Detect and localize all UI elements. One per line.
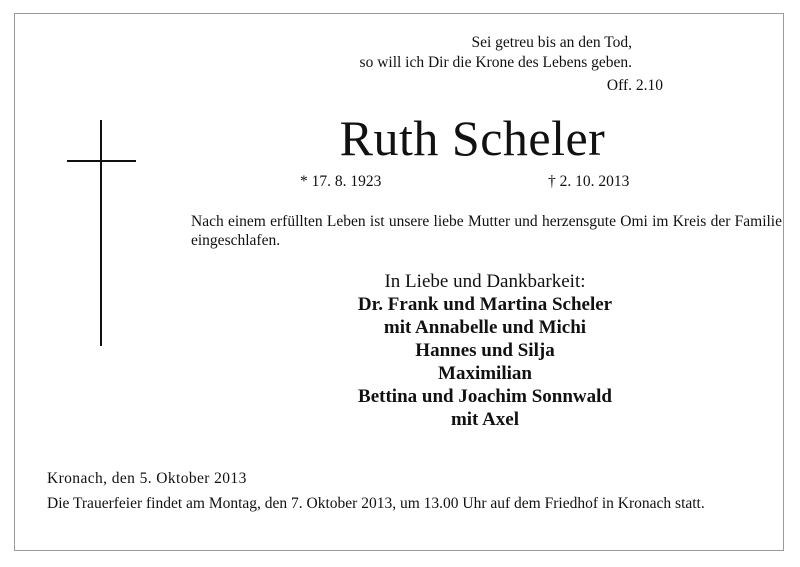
cross-vertical-bar: [100, 120, 102, 346]
mourners-block: [300, 270, 670, 431]
verse-line-2: so will ich Dir die Krone des Lebens geben.: [359, 54, 632, 71]
place-date: Kronach, den 5. Oktober 2013: [47, 470, 247, 487]
obituary-message: Nach einem erfüllten Leben ist unsere liebe Mutter und herzensgute Omi im Kreis der Familie eingeschlafen.: [191, 213, 782, 249]
cross-horizontal-bar: [67, 160, 136, 162]
deceased-name: Ruth Scheler: [339, 110, 606, 166]
mourner-line: Bettina und Joachim Sonnwald: [358, 386, 612, 407]
funeral-note: Die Trauerfeier findet am Montag, den 7. Oktober 2013, um 13.00 Uhr auf dem Friedhof in Kronach statt.: [47, 495, 705, 512]
verse-line-1: Sei getreu bis an den Tod,: [471, 34, 632, 51]
mourner-line: Maximilian: [438, 363, 532, 384]
bible-verse: [330, 33, 632, 73]
mourners-intro: In Liebe und Dankbarkeit:: [384, 271, 586, 292]
verse-reference: Off. 2.10: [606, 77, 663, 94]
mourner-line: mit Annabelle und Michi: [383, 317, 587, 338]
death-date: † 2. 10. 2013: [548, 173, 630, 190]
mourner-line: mit Axel: [450, 409, 520, 430]
birth-date: * 17. 8. 1923: [300, 173, 382, 190]
mourner-line: Hannes und Silja: [415, 340, 555, 361]
mourner-line: Dr. Frank und Martina Scheler: [357, 294, 613, 315]
